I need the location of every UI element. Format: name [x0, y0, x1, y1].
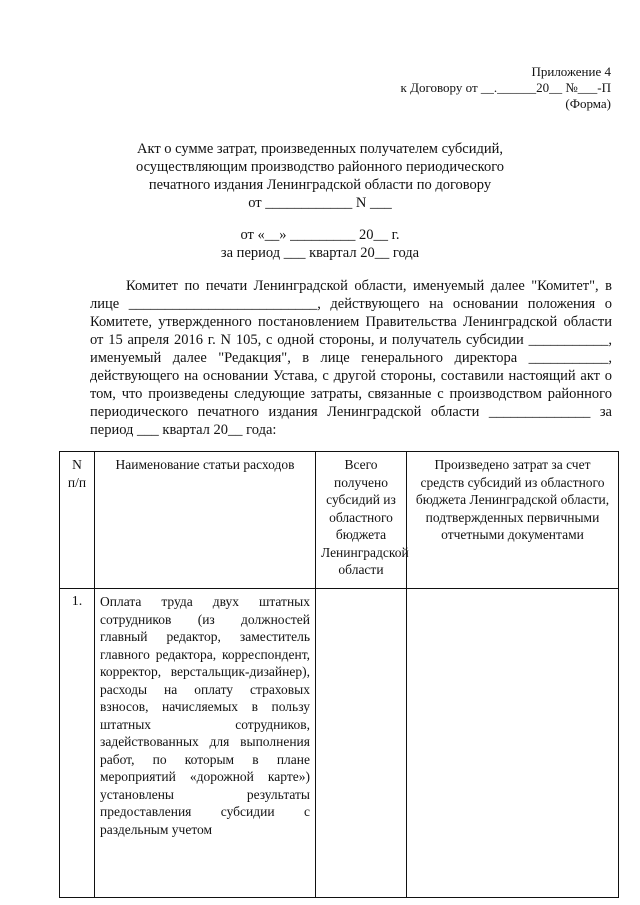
title-line-2: осуществляющим производство районного периодического: [135, 159, 505, 175]
row-spent: [407, 589, 619, 898]
title-line-3: печатного издания Ленинградской области по договору: [148, 177, 492, 193]
row-name: Оплата труда двух штатных сотрудников (из должностей главный редактор, заместитель главного редактора, корреспондент, корректор, верстальщик-дизайнер), расходы на оплату страховых взносов, начисляемых в пользу штатных сотрудников, задействованных для выполнения работ, по которым в плане мероприятий «дорожной карте») установлены результаты предоставления субсидии с раздельным учетом: [95, 589, 316, 898]
row-num: 1.: [60, 589, 95, 898]
row-total: [316, 589, 407, 898]
appendix-form-note: (Форма): [565, 96, 611, 111]
header-total: Всего получено субсидий из областного бюджета Ленинградской области: [316, 452, 407, 589]
appendix-contract-ref: к Договору от __.______20__ №___-П: [400, 80, 611, 95]
table-header-row: [60, 452, 619, 589]
title-line-1: Акт о сумме затрат, произведенных получателем субсидий,: [137, 141, 503, 157]
header-spent: Произведено затрат за счет средств субсидий из областного бюджета Ленинградской области, подтвержденных первичными отчетными документами: [407, 452, 619, 589]
preamble-paragraph: Комитет по печати Ленинградской области, именуемый далее "Комитет", в лице __________________________, действующего на основании положения о Комитете, утвержденного постановлением Правительства Ленинградской области от 15 апреля 2016 г. N 105, с одной стороны, и получатель субсидии ___________, именуемый далее "Редакция", в лице генерального директора ___________, действующего на основании Устава, с другой стороны, составили настоящий акт о том, что произведены следующие затраты, связанные с производством районного периодического печатного издания Ленинградской области ______________ за период ___ квартал 20__ года:: [90, 278, 612, 438]
document-title: [60, 140, 580, 212]
header-num: N п/п: [60, 452, 95, 589]
appendix-label: Приложение 4: [531, 64, 611, 79]
preamble: [90, 277, 612, 439]
act-date: от «__» _________ 20__ г.: [240, 227, 400, 243]
act-period: за период ___ квартал 20__ года: [220, 245, 420, 261]
appendix-header: [401, 64, 611, 112]
table-row: [60, 589, 619, 898]
header-name: Наименование статьи расходов: [95, 452, 316, 589]
title-line-4: от ____________ N ___: [248, 195, 392, 211]
costs-table: [59, 451, 619, 898]
document-date-period: [60, 226, 580, 262]
